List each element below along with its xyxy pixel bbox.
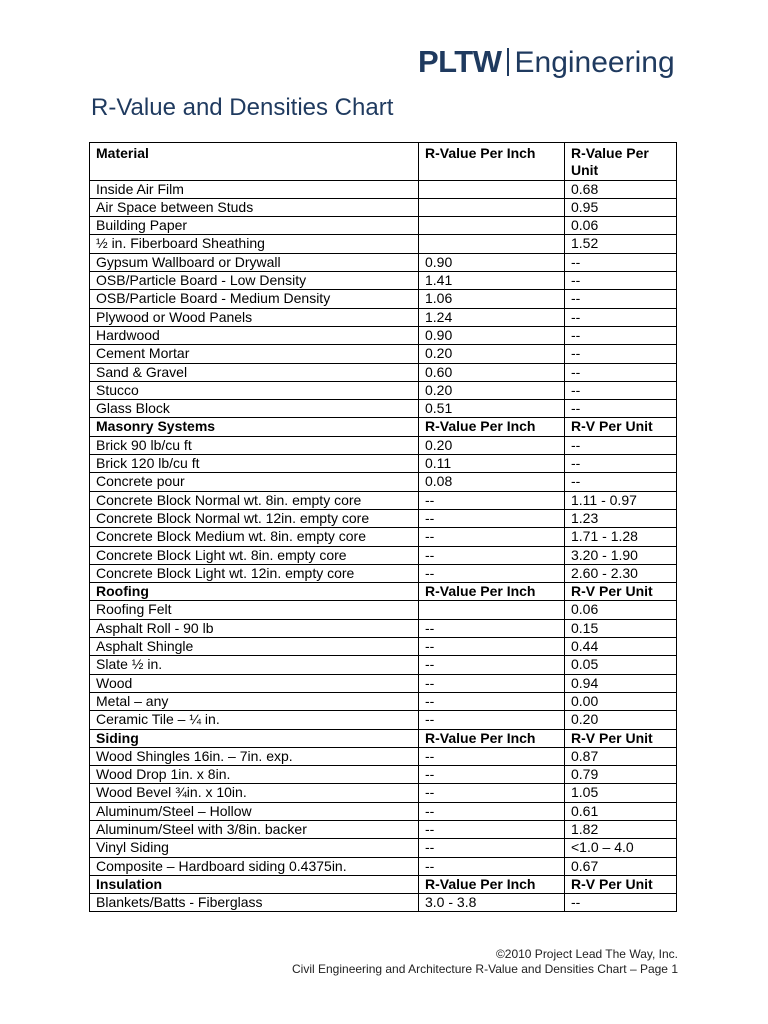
r-value-per-unit-cell: 0.00 bbox=[565, 692, 677, 710]
material-cell: Brick 90 lb/cu ft bbox=[90, 436, 419, 454]
section-header-row bbox=[90, 875, 677, 893]
table-row bbox=[90, 326, 677, 344]
r-value-per-inch-cell: 0.90 bbox=[419, 326, 565, 344]
material-cell: Composite – Hardboard siding 0.4375in. bbox=[90, 857, 419, 875]
section-header-row bbox=[90, 418, 677, 436]
table-row bbox=[90, 692, 677, 710]
material-cell: Concrete Block Light wt. 8in. empty core bbox=[90, 546, 419, 564]
page-footer bbox=[292, 947, 678, 977]
table-row bbox=[90, 857, 677, 875]
r-value-per-unit-cell: 1.71 - 1.28 bbox=[565, 528, 677, 546]
table-row bbox=[90, 528, 677, 546]
table-row bbox=[90, 546, 677, 564]
table-row bbox=[90, 711, 677, 729]
section-header-row bbox=[90, 729, 677, 747]
r-value-per-inch-cell: 1.24 bbox=[419, 308, 565, 326]
r-value-per-inch-cell: 0.08 bbox=[419, 473, 565, 491]
material-cell: ½ in. Fiberboard Sheathing bbox=[90, 235, 419, 253]
r-value-per-unit-cell: -- bbox=[565, 400, 677, 418]
material-cell: Building Paper bbox=[90, 217, 419, 235]
r-value-per-inch-cell: 0.20 bbox=[419, 436, 565, 454]
section-header-row bbox=[90, 583, 677, 601]
r-value-per-inch-cell: -- bbox=[419, 839, 565, 857]
r-value-per-inch-cell: -- bbox=[419, 692, 565, 710]
r-value-per-unit-cell: -- bbox=[565, 326, 677, 344]
r-value-per-inch-cell: -- bbox=[419, 619, 565, 637]
r-value-per-unit-cell: R-V Per Unit bbox=[565, 418, 677, 436]
r-value-per-unit-cell: -- bbox=[565, 272, 677, 290]
r-value-per-inch-cell: 0.20 bbox=[419, 345, 565, 363]
r-value-per-unit-cell: R-Value Per Unit bbox=[565, 143, 677, 181]
table-row bbox=[90, 473, 677, 491]
material-cell: OSB/Particle Board - Low Density bbox=[90, 272, 419, 290]
table-row bbox=[90, 308, 677, 326]
logo-divider bbox=[507, 48, 509, 76]
material-cell: Masonry Systems bbox=[90, 418, 419, 436]
material-cell: Sand & Gravel bbox=[90, 363, 419, 381]
r-value-per-inch-cell: -- bbox=[419, 674, 565, 692]
r-value-table bbox=[89, 142, 677, 912]
table-row bbox=[90, 235, 677, 253]
r-value-per-unit-cell: 0.06 bbox=[565, 217, 677, 235]
material-cell: Inside Air Film bbox=[90, 180, 419, 198]
r-value-per-inch-cell: R-Value Per Inch bbox=[419, 418, 565, 436]
r-value-per-unit-cell: 0.44 bbox=[565, 638, 677, 656]
r-value-per-unit-cell: 0.94 bbox=[565, 674, 677, 692]
r-value-per-unit-cell: 0.68 bbox=[565, 180, 677, 198]
material-cell: Wood Shingles 16in. – 7in. exp. bbox=[90, 747, 419, 765]
r-value-per-inch-cell: -- bbox=[419, 784, 565, 802]
r-value-per-unit-cell: -- bbox=[565, 455, 677, 473]
r-value-per-unit-cell: 1.23 bbox=[565, 509, 677, 527]
r-value-per-unit-cell: 1.11 - 0.97 bbox=[565, 491, 677, 509]
material-cell: Aluminum/Steel – Hollow bbox=[90, 802, 419, 820]
r-value-per-unit-cell: R-V Per Unit bbox=[565, 583, 677, 601]
r-value-per-unit-cell: 0.61 bbox=[565, 802, 677, 820]
r-value-per-inch-cell: -- bbox=[419, 546, 565, 564]
material-cell: Wood Drop 1in. x 8in. bbox=[90, 766, 419, 784]
r-value-per-inch-cell bbox=[419, 198, 565, 216]
r-value-per-unit-cell: -- bbox=[565, 363, 677, 381]
footer-page-line: Civil Engineering and Architecture R-Value and Densities Chart – Page 1 bbox=[292, 962, 678, 976]
r-value-per-unit-cell: -- bbox=[565, 290, 677, 308]
material-cell: Aluminum/Steel with 3/8in. backer bbox=[90, 820, 419, 838]
table-row bbox=[90, 564, 677, 582]
r-value-per-inch-cell: -- bbox=[419, 528, 565, 546]
r-value-per-unit-cell: -- bbox=[565, 436, 677, 454]
table-row bbox=[90, 180, 677, 198]
material-cell: Siding bbox=[90, 729, 419, 747]
material-cell: Asphalt Shingle bbox=[90, 638, 419, 656]
r-value-per-inch-cell: -- bbox=[419, 638, 565, 656]
r-value-per-inch-cell: R-Value Per Inch bbox=[419, 143, 565, 181]
r-value-per-inch-cell: -- bbox=[419, 564, 565, 582]
r-value-per-inch-cell: R-Value Per Inch bbox=[419, 583, 565, 601]
r-value-per-unit-cell: 0.67 bbox=[565, 857, 677, 875]
table-row bbox=[90, 601, 677, 619]
material-cell: Asphalt Roll - 90 lb bbox=[90, 619, 419, 637]
material-cell: Concrete Block Medium wt. 8in. empty core bbox=[90, 528, 419, 546]
r-value-per-inch-cell: R-Value Per Inch bbox=[419, 729, 565, 747]
r-value-per-unit-cell: -- bbox=[565, 253, 677, 271]
table-row bbox=[90, 491, 677, 509]
r-value-per-unit-cell: -- bbox=[565, 381, 677, 399]
r-value-per-unit-cell: R-V Per Unit bbox=[565, 875, 677, 893]
table-row bbox=[90, 290, 677, 308]
material-cell: Concrete pour bbox=[90, 473, 419, 491]
r-value-per-inch-cell bbox=[419, 235, 565, 253]
material-cell: Gypsum Wallboard or Drywall bbox=[90, 253, 419, 271]
page-title: R-Value and Densities Chart bbox=[91, 94, 394, 121]
material-cell: Cement Mortar bbox=[90, 345, 419, 363]
r-value-per-inch-cell: R-Value Per Inch bbox=[419, 875, 565, 893]
table-row bbox=[90, 784, 677, 802]
r-value-per-unit-cell: -- bbox=[565, 473, 677, 491]
r-value-per-unit-cell: 0.87 bbox=[565, 747, 677, 765]
table-row bbox=[90, 400, 677, 418]
r-value-per-inch-cell: 1.06 bbox=[419, 290, 565, 308]
table-row bbox=[90, 363, 677, 381]
table-row bbox=[90, 436, 677, 454]
r-value-per-inch-cell: -- bbox=[419, 857, 565, 875]
material-cell: Glass Block bbox=[90, 400, 419, 418]
footer-copyright: ©2010 Project Lead The Way, Inc. bbox=[495, 947, 678, 961]
r-value-per-unit-cell: 1.05 bbox=[565, 784, 677, 802]
table-row bbox=[90, 345, 677, 363]
table-row bbox=[90, 509, 677, 527]
table-row bbox=[90, 747, 677, 765]
r-value-per-inch-cell: 3.0 - 3.8 bbox=[419, 894, 565, 912]
r-value-per-unit-cell: -- bbox=[565, 345, 677, 363]
r-value-per-inch-cell: -- bbox=[419, 766, 565, 784]
r-value-per-unit-cell: R-V Per Unit bbox=[565, 729, 677, 747]
table-row bbox=[90, 253, 677, 271]
table-row bbox=[90, 839, 677, 857]
r-value-per-inch-cell: -- bbox=[419, 491, 565, 509]
r-value-per-inch-cell: -- bbox=[419, 820, 565, 838]
table-row bbox=[90, 802, 677, 820]
table-row bbox=[90, 272, 677, 290]
material-cell: Roofing Felt bbox=[90, 601, 419, 619]
table-row bbox=[90, 766, 677, 784]
table-row bbox=[90, 638, 677, 656]
r-value-per-inch-cell: -- bbox=[419, 747, 565, 765]
material-cell: Roofing bbox=[90, 583, 419, 601]
material-cell: Concrete Block Normal wt. 8in. empty core bbox=[90, 491, 419, 509]
pltw-engineering-logo bbox=[418, 46, 675, 78]
table-row bbox=[90, 381, 677, 399]
material-cell: Metal – any bbox=[90, 692, 419, 710]
logo-subtitle: Engineering bbox=[514, 46, 675, 79]
r-value-per-inch-cell: 1.41 bbox=[419, 272, 565, 290]
r-value-per-unit-cell: 2.60 - 2.30 bbox=[565, 564, 677, 582]
r-value-per-unit-cell: 0.95 bbox=[565, 198, 677, 216]
logo-brand: PLTW bbox=[418, 44, 502, 79]
r-value-per-inch-cell: 0.90 bbox=[419, 253, 565, 271]
material-cell: Blankets/Batts - Fiberglass bbox=[90, 894, 419, 912]
r-value-per-unit-cell: 0.79 bbox=[565, 766, 677, 784]
r-value-per-unit-cell: 0.20 bbox=[565, 711, 677, 729]
r-value-per-inch-cell: -- bbox=[419, 802, 565, 820]
r-value-per-unit-cell: 0.05 bbox=[565, 656, 677, 674]
material-cell: Material bbox=[90, 143, 419, 181]
r-value-per-inch-cell: -- bbox=[419, 711, 565, 729]
r-value-per-inch-cell: 0.60 bbox=[419, 363, 565, 381]
table-row bbox=[90, 619, 677, 637]
table-row bbox=[90, 656, 677, 674]
material-cell: Brick 120 lb/cu ft bbox=[90, 455, 419, 473]
r-value-per-inch-cell: 0.20 bbox=[419, 381, 565, 399]
r-value-per-inch-cell: 0.11 bbox=[419, 455, 565, 473]
r-value-per-inch-cell bbox=[419, 180, 565, 198]
section-header-row bbox=[90, 143, 677, 181]
material-cell: Concrete Block Light wt. 12in. empty core bbox=[90, 564, 419, 582]
material-cell: Plywood or Wood Panels bbox=[90, 308, 419, 326]
material-cell: Stucco bbox=[90, 381, 419, 399]
material-cell: Insulation bbox=[90, 875, 419, 893]
r-value-per-unit-cell: 1.82 bbox=[565, 820, 677, 838]
r-value-per-inch-cell bbox=[419, 601, 565, 619]
table-row bbox=[90, 455, 677, 473]
table-body bbox=[90, 143, 677, 912]
r-value-per-unit-cell: -- bbox=[565, 894, 677, 912]
table-row bbox=[90, 674, 677, 692]
table-row bbox=[90, 198, 677, 216]
r-value-per-unit-cell: 3.20 - 1.90 bbox=[565, 546, 677, 564]
material-cell: Air Space between Studs bbox=[90, 198, 419, 216]
r-value-per-unit-cell: <1.0 – 4.0 bbox=[565, 839, 677, 857]
table-row bbox=[90, 894, 677, 912]
r-value-per-unit-cell: 0.06 bbox=[565, 601, 677, 619]
material-cell: Wood bbox=[90, 674, 419, 692]
r-value-per-unit-cell: 1.52 bbox=[565, 235, 677, 253]
material-cell: Hardwood bbox=[90, 326, 419, 344]
r-value-per-inch-cell bbox=[419, 217, 565, 235]
table-row bbox=[90, 820, 677, 838]
table-row bbox=[90, 217, 677, 235]
material-cell: Wood Bevel ¾in. x 10in. bbox=[90, 784, 419, 802]
material-cell: Slate ½ in. bbox=[90, 656, 419, 674]
r-value-per-inch-cell: -- bbox=[419, 656, 565, 674]
material-cell: OSB/Particle Board - Medium Density bbox=[90, 290, 419, 308]
r-value-per-inch-cell: -- bbox=[419, 509, 565, 527]
r-value-per-unit-cell: -- bbox=[565, 308, 677, 326]
material-cell: Ceramic Tile – ¼ in. bbox=[90, 711, 419, 729]
material-cell: Concrete Block Normal wt. 12in. empty core bbox=[90, 509, 419, 527]
r-value-per-unit-cell: 0.15 bbox=[565, 619, 677, 637]
material-cell: Vinyl Siding bbox=[90, 839, 419, 857]
r-value-per-inch-cell: 0.51 bbox=[419, 400, 565, 418]
